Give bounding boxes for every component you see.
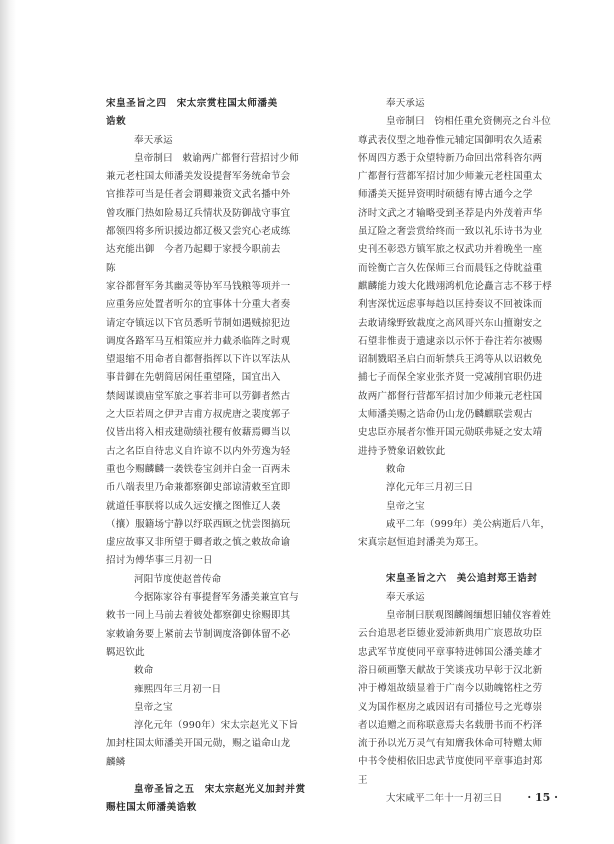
- text-line: 招讨为傅华事三月初一日: [106, 555, 213, 567]
- decree-title-line: 皇帝圣旨之五 宋太宗赵光义加封并赏: [134, 783, 306, 795]
- text-line: 虚应故事又非所望于卿者敢之慎之敕故命谕: [106, 537, 291, 549]
- text-line: 流于孙以光万灵气有知膺我休命可特赠太师: [358, 738, 543, 750]
- text-line: 皇帝之宝: [386, 500, 425, 512]
- text-line: 应重务应处置者听尔的宜事体十分重大者奏: [106, 299, 291, 311]
- text-line: 捕七子而保全家业张齐贤一党减削官职仍进: [358, 372, 543, 384]
- text-line: 曾攻雁门热如险易辽兵情状及防御战守事宜: [106, 207, 291, 219]
- text-line: 调度各路军马互相策应并力截杀临阵之时观: [106, 335, 291, 347]
- text-line: 古之名臣自待忠义自许谅不以内外劳逸为轻: [106, 445, 291, 457]
- text-line: 请定夺镇远以下官员悉听节制如遇贼掠犯边: [106, 317, 291, 329]
- text-line: 师潘美天挺异资明时硕德有博古通今之学: [358, 189, 533, 201]
- text-line: 大宋咸平二年十一月初三日: [386, 792, 503, 804]
- text-line: 史刊丕彰恐方镇军旅之权武功并着晚坐一座: [358, 244, 543, 256]
- text-line: 雍熙四年三月初一日: [134, 683, 222, 695]
- text-line: 家谷都督军务其幽灵等协军马钱粮等项并一: [106, 280, 291, 292]
- text-line: 奉天承运: [386, 98, 425, 109]
- text-line: 淳化元年三月初三日: [386, 482, 474, 494]
- text-line: 陈: [106, 262, 116, 274]
- text-line: 仪皆出将入相戎建勋绩社稷有攸藉焉卿当以: [106, 427, 291, 439]
- text-line: 奉天承运: [386, 591, 425, 603]
- text-line: 麟鳞: [106, 756, 126, 768]
- text-line: 望退缩不用命者自都督指挥以下许以军法从: [106, 354, 291, 366]
- text-line: 宋真宗赵恒追封潘美为郑王。: [358, 537, 485, 549]
- text-line: 加封柱国太师潘美开国元勋，赐之谥命山龙: [106, 738, 291, 750]
- text-line: 广都督行营都军招讨加少师兼元老柱国重太: [358, 171, 543, 183]
- text-line: 重也今赐麟麟一袭铁卷宝剑并白金一百两未: [106, 463, 291, 475]
- text-line: 今据陈家谷有事提督军务潘美兼宣官与: [134, 592, 299, 604]
- text-line: 尊武表仪型之地眷惟元辅定国御明农久适素: [358, 134, 543, 146]
- paragraph-gap: [358, 552, 602, 561]
- decree-title-line: 宋皇圣旨之六 美公追封郑王诰封: [386, 573, 538, 585]
- text-line: 羁迟钦此: [106, 646, 145, 658]
- text-line: 中书令使相依旧忠武节度使同平章事追封郑: [358, 756, 543, 768]
- text-line: 皇帝制曰朕观图麟阁缅想旧辅仪容着姓: [386, 610, 551, 622]
- text-line: 官推荐可当是任者会谓卿兼资文武名播中外: [106, 189, 291, 201]
- text-line: 故两广都督行营都军招讨加少师兼元老柱国: [358, 390, 543, 402]
- text-line: 怀周四方悉于众望特新乃命回出常科咨尔两: [358, 152, 543, 164]
- text-line: 麒麟能力竣大化戡翊鸿机危论矗言志不移于桴: [358, 280, 553, 292]
- text-line: 就道任事朕将以成久远安攘之图惟辽人袭: [106, 500, 281, 512]
- page-number: · 15 ·: [527, 791, 558, 804]
- text-line: 敕命: [134, 665, 154, 677]
- text-line: 禁闼谋谟庙堂军旅之事若非可以劳御者然古: [106, 390, 291, 402]
- text-line: 去敢请缘野致裁度之高风哥兴东山擅谢安之: [358, 317, 543, 329]
- right-text-column: [358, 95, 602, 808]
- text-line: 奉天承运: [134, 134, 173, 146]
- paragraph-gap: [106, 772, 350, 781]
- text-line: 敕书一同上马前去着彼处都察御史徐赐即其: [106, 610, 291, 622]
- text-line: 之大臣若周之伊尹吉甫方叔虎唐之裴度郭子: [106, 409, 291, 421]
- text-line: 咸平二年（999年）美公病逝后八年，: [386, 518, 551, 530]
- text-line: （攘）服籍场宁静以纾联西顾之忧尝图搞玩: [106, 518, 291, 530]
- text-line: 而铨衡亡言久佐保师三台而晨钰之侍眈益重: [358, 262, 543, 274]
- text-line: 兼元老柱国太师潘美发设提督军务统命节会: [106, 171, 291, 183]
- text-line: 事昔御在先朝简居闲任重望隆，国宜出入: [106, 372, 281, 384]
- text-line: 皇帝制曰 钧相任重允资侧亮之台斗位: [386, 116, 551, 128]
- left-text-column: [106, 95, 350, 818]
- text-line: 石望非惟责于遗逮亲以示怀于眷注若尔被赐: [358, 335, 543, 347]
- text-line: 河阳节度使赵普传命: [134, 573, 222, 585]
- scan-edge-shadow: [0, 0, 16, 844]
- text-line: 忠武军节度使同平章事特进韩国公潘美雄才: [358, 646, 543, 658]
- decree-title-line: 宋皇圣旨之四 宋太宗赏柱国太师潘美: [106, 98, 278, 109]
- text-line: 皇帝制曰 敕谕两广都督行营招讨少师: [134, 152, 299, 164]
- text-line: 敕命: [386, 463, 406, 475]
- text-line: 虽辽险之奢尝赏给终而一致以礼乐诗书为业: [358, 226, 543, 238]
- text-line: 进持予赞象诏敕钦此: [358, 445, 446, 457]
- text-line: 皇帝之宝: [134, 701, 173, 713]
- text-line: 太师潘美赐之诰命仍山龙仍麟麒联尝观古: [358, 409, 533, 421]
- text-line: 浴日硕画擎天献故于笑谈戎功早彰于汉北新: [358, 664, 543, 676]
- text-line: 王: [358, 774, 368, 786]
- text-line: 云台追思老臣德业爱沛新典用广宸恩故功臣: [358, 628, 543, 640]
- paragraph-gap: [358, 561, 602, 570]
- text-line: 都领四将多所识援边都辽极又尝究心老成练: [106, 226, 291, 238]
- text-line: 家敕谕务要上紧前去节制调度洛御体留不必: [106, 628, 291, 640]
- decree-title-line: 赐柱国太师潘美诰敕: [106, 802, 197, 814]
- text-line: 冲于樽俎故绩显着于广南今以勋魄铭柱之劳: [358, 683, 543, 695]
- text-line: 淳化元年（990年）宋太宗赵光义下旨: [134, 720, 299, 732]
- text-line: 者以追赠之而称联意焉夫名载册书而不朽泽: [358, 719, 543, 731]
- text-line: 达充能出御 今者乃起卿于家授今职前去: [106, 244, 281, 256]
- text-line: 史忠臣亦展者尔惟开国元勋联弗疑之安太靖: [358, 427, 543, 439]
- text-line: 币八端表里乃命兼都察御史部谅清敕至宜即: [106, 482, 291, 494]
- text-line: 济时文武之才输略受到圣荐是内外茂着声华: [358, 207, 543, 219]
- text-line: 利害深忧远虑事每趋以匡持奏议不回被诛而: [358, 299, 543, 311]
- text-line: 诏制戮昭圣启白而斩禁兵王鸿等从以诏敕免: [358, 354, 543, 366]
- text-line: 义为国作枢房之戚因诏有司播位号之光尊崇: [358, 701, 543, 713]
- decree-title-line: 诰敕: [106, 116, 127, 128]
